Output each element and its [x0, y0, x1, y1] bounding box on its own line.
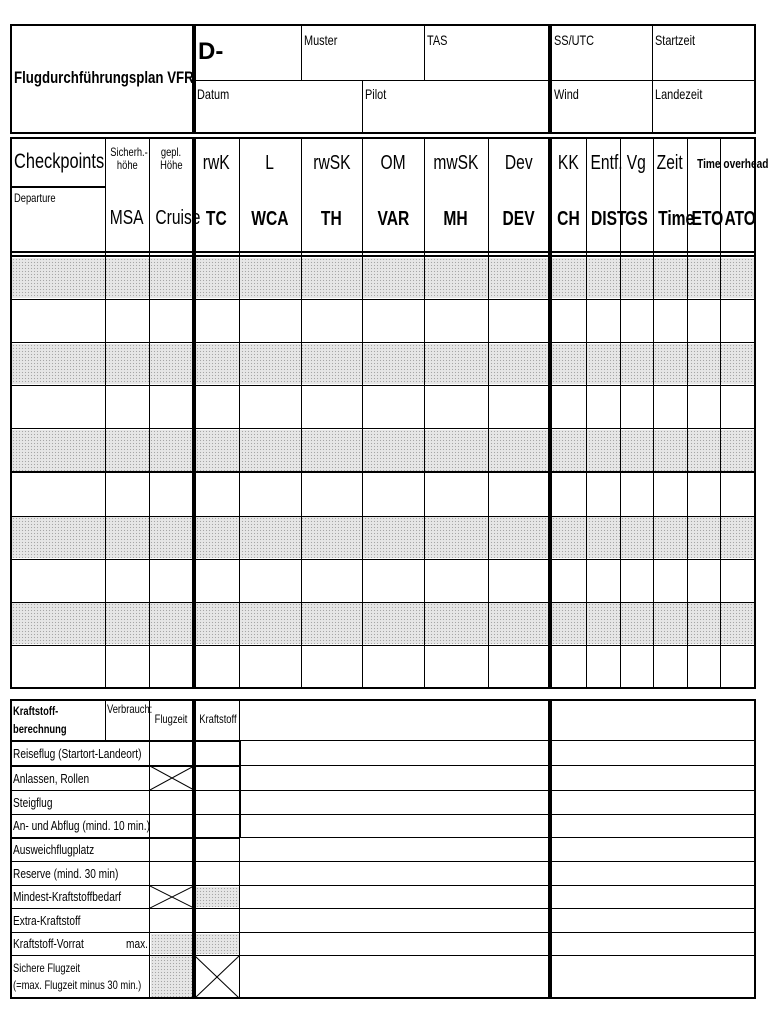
col-om-label: OM [380, 152, 406, 174]
col-zeit-label: Zeit [656, 152, 684, 174]
checkpoints-label: Checkpoints [14, 150, 105, 173]
col-th-label: TH [321, 208, 342, 230]
col-dist-label: DIST [591, 208, 627, 230]
ss-utc-label: SS/UTC [554, 32, 595, 48]
sicherheitshoehe-label: Sicherh.- höhe [110, 145, 148, 172]
col-var-label: VAR [377, 208, 409, 230]
startzeit-label: Startzeit [655, 32, 696, 48]
registration-field[interactable]: D- [198, 38, 224, 65]
col-ch-label: CH [556, 208, 580, 230]
col-deviation-label: DEV [502, 208, 536, 230]
flugzeit-label: Flugzeit [155, 712, 188, 726]
col-wca-label: WCA [251, 208, 289, 230]
geplante-hoehe-label: gepl. Höhe [160, 145, 183, 172]
fuel-row-reiseflug: Reiseflug (Startort-Landeort) [13, 746, 142, 761]
col-kk-label: KK [557, 152, 579, 174]
tas-label: TAS [427, 32, 448, 48]
crossed-cell [150, 766, 194, 790]
wind-label: Wind [554, 86, 579, 102]
crossed-cell [150, 886, 194, 908]
fuel-table-mid [194, 699, 550, 999]
flight-info-box [194, 24, 550, 134]
fuel-row-ausweich: Ausweichflugplatz [13, 842, 95, 857]
fuel-row-vorrat: Kraftstoff-Vorrat [13, 936, 84, 951]
fuel-row-sichere-flugzeit: Sichere Flugzeit (=max. Flugzeit minus 30 min.) [13, 961, 142, 992]
col-gs-label: GS [625, 208, 648, 230]
cruise-label: Cruise [155, 207, 201, 229]
muster-label: Muster [304, 32, 338, 48]
col-rwsk-label: rwSK [312, 152, 351, 174]
col-eto-label: ETO [691, 208, 724, 230]
col-dev-label: Dev [505, 152, 533, 174]
form-title: Flugdurchführungsplan VFR [14, 68, 194, 87]
col-entf-label: Entf. [590, 152, 623, 174]
datum-label: Datum [197, 86, 230, 102]
col-vg-label: Vg [626, 152, 647, 174]
fuel-table-right [550, 699, 756, 999]
col-l-label: L [265, 152, 275, 174]
col-time-label: Time [658, 208, 695, 230]
msa-label: MSA [110, 207, 144, 229]
fuel-row-mindest: Mindest-Kraftstoffbedarf [13, 889, 122, 904]
fuel-max-label: max. [126, 936, 148, 951]
kraftstoff-label: Kraftstoff [199, 712, 237, 726]
col-mwsk-label: mwSK [433, 152, 479, 174]
col-rwk-label: rwK [203, 152, 230, 174]
col-mh-label: MH [443, 208, 469, 230]
fuel-row-an-abflug: An- und Abflug (mind. 10 min.) [13, 818, 150, 833]
fuel-row-reserve: Reserve (mind. 30 min) [13, 866, 119, 881]
verbrauch-label: Verbrauch: [107, 702, 153, 716]
departure-label: Departure [14, 191, 56, 205]
fuel-row-extra: Extra-Kraftstoff [13, 913, 81, 928]
crossed-cell [195, 956, 239, 998]
landezeit-label: Landezeit [655, 86, 703, 102]
fuel-row-steigflug: Steigflug [13, 795, 53, 810]
time-overhead-label: Time overhead [697, 156, 768, 171]
fuel-row-anlassen: Anlassen, Rollen [13, 771, 90, 786]
col-tc-label: TC [206, 208, 227, 230]
col-ato-label: ATO [724, 208, 756, 230]
pilot-label: Pilot [365, 86, 387, 102]
fuel-title: Kraftstoff- berechnung [13, 704, 67, 736]
